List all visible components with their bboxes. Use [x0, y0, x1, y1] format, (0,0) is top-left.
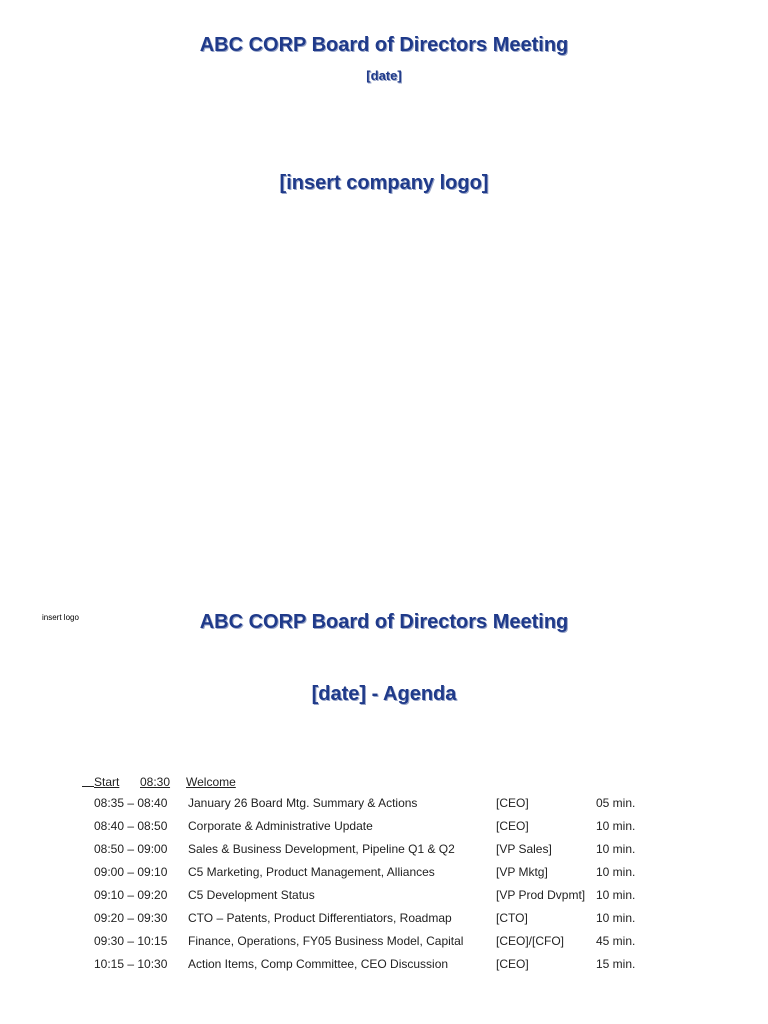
table-row [82, 815, 662, 838]
agenda-owner: [CEO] [496, 957, 529, 971]
table-row [82, 861, 662, 884]
cover-date: [date] [366, 68, 402, 83]
agenda-time: 08:35 – 08:40 [94, 796, 168, 810]
table-row [82, 953, 662, 976]
agenda-duration: 10 min. [596, 888, 636, 902]
agenda-logo-placeholder: insert logo [42, 613, 79, 622]
agenda-time: 09:30 – 10:15 [94, 934, 168, 948]
agenda-topic: Action Items, Comp Committee, CEO Discussion [188, 957, 449, 971]
agenda-duration: 10 min. [596, 911, 636, 925]
agenda-subtitle: [date] - Agenda [311, 683, 457, 705]
cover-logo-placeholder: [insert company logo] [279, 172, 489, 194]
agenda-title: ABC CORP Board of Directors Meeting [199, 611, 569, 633]
agenda-topic: C5 Development Status [188, 888, 315, 902]
agenda-rows [82, 792, 662, 976]
table-row [82, 884, 662, 907]
agenda-topic: Corporate & Administrative Update [188, 819, 373, 833]
agenda-topic: CTO – Patents, Product Differentiators, Roadmap [188, 911, 452, 925]
agenda-owner: [CTO] [496, 911, 528, 925]
table-row [82, 930, 662, 953]
table-row [82, 838, 662, 861]
agenda-start-time: 08:30 [140, 775, 171, 789]
agenda-time: 08:50 – 09:00 [94, 842, 168, 856]
agenda-time: 09:00 – 09:10 [94, 865, 168, 879]
agenda-first-item: Welcome [186, 775, 236, 789]
agenda-time: 09:20 – 09:30 [94, 911, 168, 925]
agenda-time: 10:15 – 10:30 [94, 957, 168, 971]
agenda-owner: [CEO] [496, 819, 529, 833]
agenda-topic: Sales & Business Development, Pipeline Q1 & Q2 [188, 842, 455, 856]
underline-lead [82, 772, 94, 787]
agenda-time: 08:40 – 08:50 [94, 819, 168, 833]
agenda-header-row [82, 772, 662, 792]
cover-title: ABC CORP Board of Directors Meeting [199, 34, 569, 56]
agenda-duration: 10 min. [596, 842, 636, 856]
agenda-owner: [CEO] [496, 796, 529, 810]
agenda-owner: [CEO]/[CFO] [496, 934, 565, 948]
agenda-topic: Finance, Operations, FY05 Business Model, Capital [188, 934, 464, 948]
table-row [82, 907, 662, 930]
table-row [82, 792, 662, 815]
agenda-duration: 05 min. [596, 796, 636, 810]
agenda-duration: 10 min. [596, 819, 636, 833]
agenda-time: 09:10 – 09:20 [94, 888, 168, 902]
agenda-table [82, 772, 662, 976]
agenda-owner: [VP Mktg] [496, 865, 548, 879]
agenda-topic: C5 Marketing, Product Management, Alliances [188, 865, 435, 879]
agenda-topic: January 26 Board Mtg. Summary & Actions [188, 796, 418, 810]
agenda-duration: 15 min. [596, 957, 636, 971]
agenda-owner: [VP Sales] [496, 842, 552, 856]
agenda-duration: 10 min. [596, 865, 636, 879]
agenda-start-label: Start [94, 775, 120, 789]
agenda-duration: 45 min. [596, 934, 636, 948]
agenda-owner: [VP Prod Dvpmt] [496, 888, 586, 902]
